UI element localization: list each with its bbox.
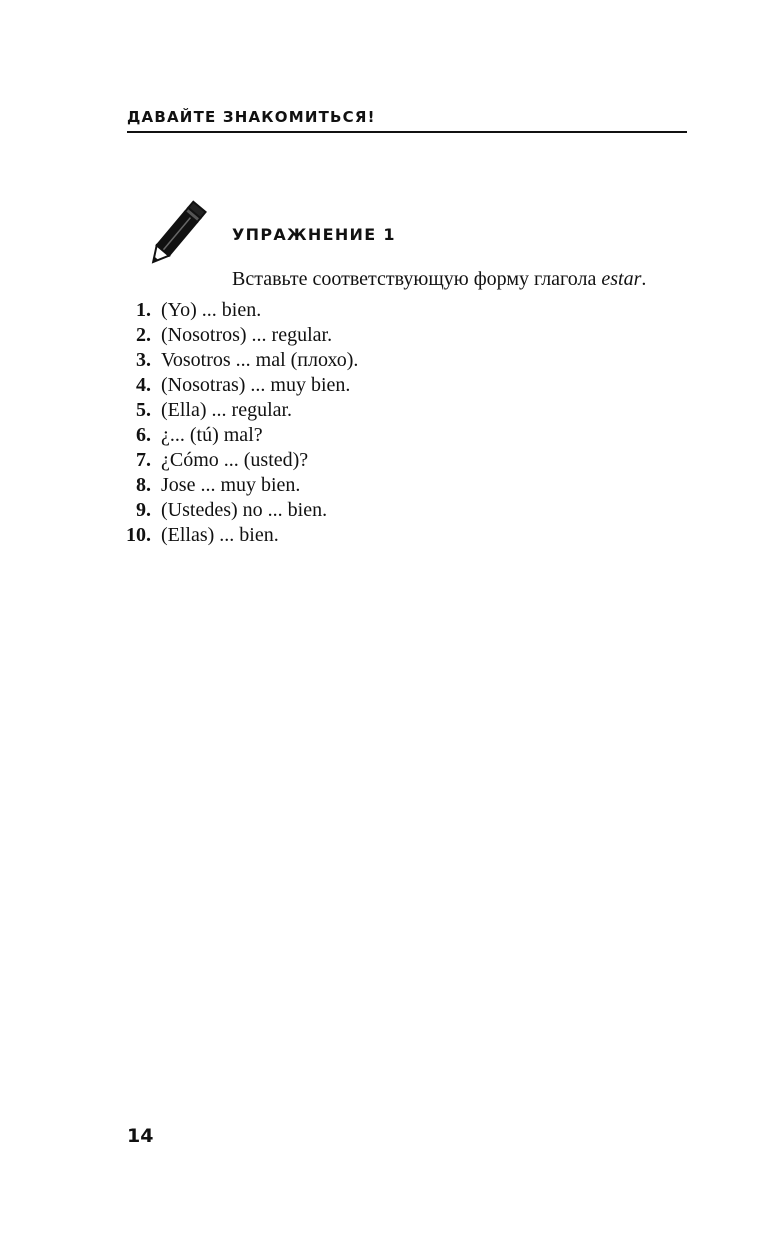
item-number: 6. [136, 424, 151, 446]
item-number: 2. [136, 324, 151, 346]
item-text: (Ella) ... regular. [161, 399, 293, 421]
exercise-item [110, 323, 358, 348]
running-head-title: ДАВАЙТЕ ЗНАКОМИТЬСЯ! [127, 108, 376, 126]
item-number: 7. [136, 449, 151, 471]
header-divider [127, 131, 687, 133]
item-text: ¿... (tú) mal? [161, 424, 263, 446]
exercise-item [110, 298, 358, 323]
exercise-item [110, 423, 358, 448]
item-text: (Nosotras) ... muy bien. [161, 374, 351, 396]
item-number: 9. [136, 499, 151, 521]
item-number: 3. [136, 349, 151, 371]
exercise-item [110, 498, 358, 523]
item-text: ¿Cómo ... (usted)? [161, 449, 309, 471]
item-text: (Yo) ... bien. [161, 299, 262, 321]
item-number: 1. [136, 299, 151, 321]
exercise-item [110, 523, 358, 548]
instruction-end: . [641, 268, 647, 290]
exercise-item [110, 348, 358, 373]
item-text: (Ellas) ... bien. [161, 524, 279, 546]
instruction-text: Вставьте соответствующую форму глагола [232, 268, 602, 290]
item-number: 8. [136, 474, 151, 496]
page-number: 14 [127, 1125, 154, 1147]
exercise-item [110, 448, 358, 473]
exercise-item [110, 373, 358, 398]
item-number: 10. [126, 524, 151, 546]
instruction-verb: estar [601, 268, 642, 290]
exercise-items-list [110, 298, 358, 548]
item-text: Vosotros ... mal (плохо). [161, 349, 359, 371]
pencil-icon [143, 200, 207, 272]
item-text: (Nosotros) ... regular. [161, 324, 333, 346]
exercise-title: УПРАЖНЕНИЕ 1 [232, 225, 396, 244]
exercise-item [110, 398, 358, 423]
exercise-item [110, 473, 358, 498]
exercise-instruction [232, 268, 646, 291]
item-text: Jose ... muy bien. [161, 474, 301, 496]
item-text: (Ustedes) no ... bien. [161, 499, 328, 521]
item-number: 4. [136, 374, 151, 396]
item-number: 5. [136, 399, 151, 421]
